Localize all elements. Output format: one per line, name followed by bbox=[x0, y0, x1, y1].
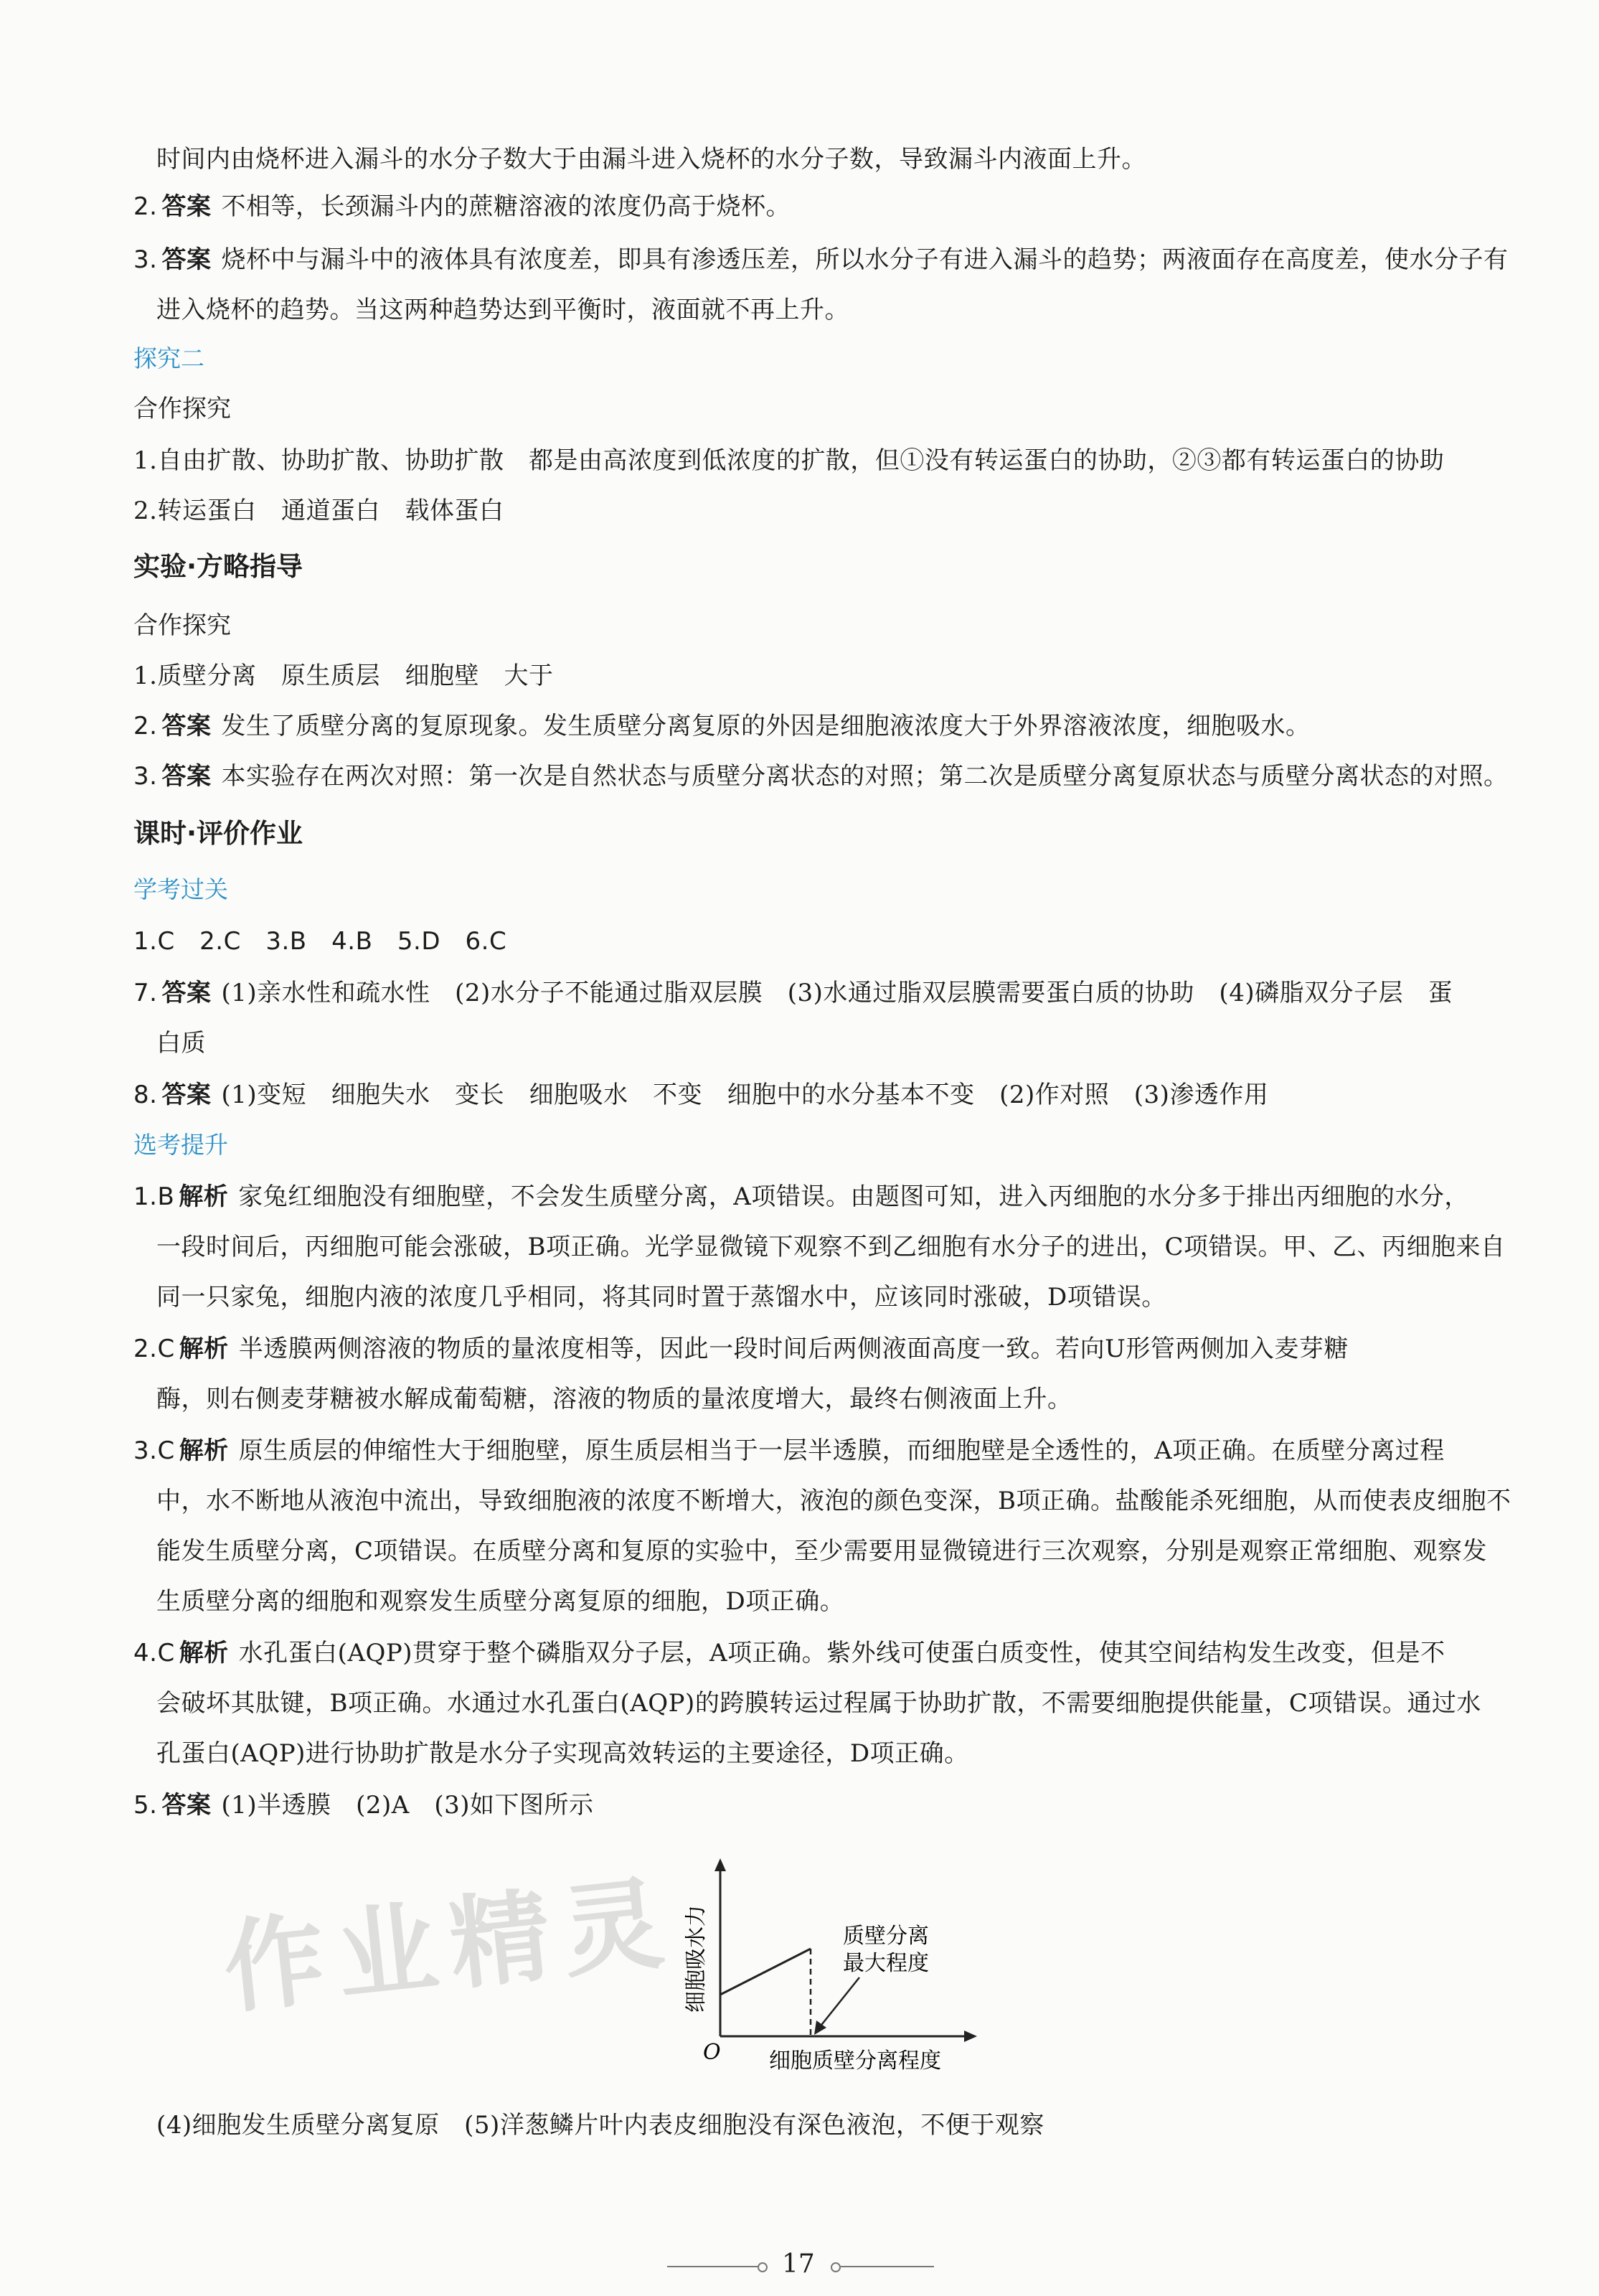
text-line: 孔蛋白(AQP)进行协助扩散是水分子实现高效转运的主要途径，D项正确。 bbox=[156, 1739, 969, 1768]
text-line: 进入烧杯的趋势。当这两种趋势达到平衡时，液面就不再上升。 bbox=[156, 296, 849, 324]
section-keshi: 课时·评价作业 bbox=[133, 818, 303, 849]
text-line: 2.转运蛋白 通道蛋白 载体蛋白 bbox=[133, 497, 504, 525]
section-tanjiu2: 探究二 bbox=[133, 344, 204, 372]
answer-label: 答案 bbox=[161, 979, 212, 1007]
item-number: 3. bbox=[133, 762, 158, 791]
section-shiyan: 实验·方略指导 bbox=[133, 551, 303, 582]
item-number: 5. bbox=[133, 1791, 158, 1820]
answer-text: (1)半透膜 (2)A (3)如下图所示 bbox=[221, 1791, 594, 1820]
analysis-label: 解析 bbox=[179, 1182, 229, 1211]
x-axis bbox=[720, 2031, 977, 2042]
answer-text: (1)亲水性和疏水性 (2)水分子不能通过脂双层膜 (3)水通过脂双层膜需要蛋白质的协助 (4)磷脂双分子层 蛋 bbox=[221, 979, 1453, 1007]
text-line: 时间内由烧杯进入漏斗的水分子数大于由漏斗进入烧杯的水分子数，导致漏斗内液面上升。 bbox=[156, 145, 1146, 174]
answer-text: 烧杯中与漏斗中的液体具有浓度差，即具有渗透压差，所以水分子有进入漏斗的趋势；两液面存在高度差，使水分子有 bbox=[221, 245, 1509, 274]
answer-text: 本实验存在两次对照：第一次是自然状态与质壁分离状态的对照；第二次是质壁分离复原状态与质壁分离状态的对照。 bbox=[221, 762, 1509, 791]
text-line: 酶，则右侧麦芽糖被水解成葡萄糖，溶液的物质的量浓度增大，最终右侧液面上升。 bbox=[156, 1385, 1072, 1413]
section-xuekao: 学考过关 bbox=[133, 875, 228, 903]
annotation-line1: 质壁分离 bbox=[843, 1924, 929, 1949]
analysis-4 bbox=[133, 1637, 1445, 1669]
choice-answers: 1.C 2.C 3.B 4.B 5.D 6.C bbox=[133, 927, 507, 956]
analysis-label: 解析 bbox=[179, 1335, 229, 1363]
answer-text: 不相等，长颈漏斗内的蔗糖溶液的浓度仍高于烧杯。 bbox=[221, 192, 791, 221]
item-number: 3.C bbox=[133, 1436, 175, 1465]
text-line: 会破坏其肽键，B项正确。水通过水孔蛋白(AQP)的跨膜转运过程属于协助扩散，不需要细胞提供能量，C项错误。通过水 bbox=[156, 1689, 1481, 1718]
curve-line bbox=[720, 1949, 811, 1995]
text-line: (4)细胞发生质壁分离复原 (5)洋葱鳞片叶内表皮细胞没有深色液泡，不便于观察 bbox=[156, 2111, 1044, 2140]
analysis-label: 解析 bbox=[179, 1436, 229, 1465]
answer-label: 答案 bbox=[161, 712, 212, 740]
item-number: 1.B bbox=[133, 1182, 175, 1211]
item-number: 2.C bbox=[133, 1335, 175, 1363]
text-line: 1.质壁分离 原生质层 细胞壁 大于 bbox=[133, 662, 554, 690]
answer-2 bbox=[133, 191, 791, 222]
text-line: 生质壁分离的细胞和观察发生质壁分离复原的细胞，D项正确。 bbox=[156, 1587, 845, 1616]
analysis-text: 半透膜两侧溶液的物质的量浓度相等，因此一段时间后两侧液面高度一致。若向U形管两侧加入麦芽糖 bbox=[238, 1335, 1349, 1363]
annotation-line2: 最大程度 bbox=[843, 1951, 929, 1976]
page-rule-right bbox=[841, 2266, 934, 2267]
answer-label: 答案 bbox=[161, 1791, 212, 1820]
analysis-label: 解析 bbox=[179, 1639, 229, 1667]
item-number: 3. bbox=[133, 245, 158, 274]
answer-text: (1)变短 细胞失水 变长 细胞吸水 不变 细胞中的水分基本不变 (2)作对照 (3)渗透作用 bbox=[221, 1081, 1269, 1109]
text-line: 一段时间后，丙细胞可能会涨破，B项正确。光学显微镜下观察不到乙细胞有水分子的进出，C项错误。甲、乙、丙细胞来自 bbox=[156, 1233, 1506, 1261]
answer-5 bbox=[133, 1789, 594, 1821]
analysis-3 bbox=[133, 1435, 1445, 1467]
item-number: 8. bbox=[133, 1081, 158, 1109]
answer-label: 答案 bbox=[161, 192, 212, 221]
answer-label: 答案 bbox=[161, 1081, 212, 1109]
text-line: 中，水不断地从液泡中流出，导致细胞液的浓度不断增大，液泡的颜色变深，B项正确。盐酸能杀死细胞，从而使表皮细胞不 bbox=[156, 1487, 1511, 1515]
answer-label: 答案 bbox=[161, 762, 212, 791]
item-number: 4.C bbox=[133, 1639, 175, 1667]
analysis-text: 家兔红细胞没有细胞壁，不会发生质壁分离，A项错误。由题图可知，进入丙细胞的水分多于排出丙细胞的水分， bbox=[238, 1182, 1469, 1211]
y-axis-label: 细胞吸水力 bbox=[684, 1905, 709, 2013]
analysis-2 bbox=[133, 1333, 1349, 1365]
text-line: 同一只家兔，细胞内液的浓度几乎相同，将其同时置于蒸馏水中，应该同时涨破，D项错误。 bbox=[156, 1283, 1166, 1312]
text-line: 白质 bbox=[156, 1029, 206, 1058]
item-number: 2. bbox=[133, 192, 158, 221]
analysis-text: 水孔蛋白(AQP)贯穿于整个磷脂双分子层，A项正确。紫外线可使蛋白质变性，使其空间结构发生改变，但是不 bbox=[238, 1639, 1445, 1667]
page-rule-left bbox=[667, 2266, 760, 2267]
section-xuankao: 选考提升 bbox=[133, 1131, 228, 1159]
text-line: 能发生质壁分离，C项错误。在质壁分离和复原的实验中，至少需要用显微镜进行三次观察，分别是观察正常细胞、观察发 bbox=[156, 1537, 1488, 1566]
subsection-hezuo: 合作探究 bbox=[133, 395, 231, 423]
item-number: 7. bbox=[133, 979, 158, 1007]
item-number: 2. bbox=[133, 712, 158, 740]
origin-label: O bbox=[703, 2040, 721, 2065]
page-rule-dot bbox=[831, 2262, 841, 2272]
annotation-arrow bbox=[814, 1977, 859, 2035]
subsection-hezuo: 合作探究 bbox=[133, 611, 231, 640]
answer-7 bbox=[133, 977, 1453, 1009]
y-axis bbox=[714, 1858, 726, 2036]
answer-3 bbox=[133, 244, 1508, 276]
answer-8 bbox=[133, 1079, 1268, 1111]
answer-label: 答案 bbox=[161, 245, 212, 274]
page-rule-dot bbox=[758, 2262, 768, 2272]
x-axis-label: 细胞质壁分离程度 bbox=[769, 2048, 941, 2074]
answer-2 bbox=[133, 710, 1310, 742]
page-number: 17 bbox=[782, 2249, 815, 2279]
answer-text: 发生了质壁分离的复原现象。发生质壁分离复原的外因是细胞液浓度大于外界溶液浓度，细胞吸水。 bbox=[221, 712, 1311, 740]
text-line: 1.自由扩散、协助扩散、协助扩散 都是由高浓度到低浓度的扩散，但①没有转运蛋白的协助，②③都有转运蛋白的协助 bbox=[133, 446, 1445, 475]
analysis-1 bbox=[133, 1181, 1469, 1213]
analysis-text: 原生质层的伸缩性大于细胞壁，原生质层相当于一层半透膜，而细胞壁是全透性的，A项正确。在质壁分离过程 bbox=[238, 1436, 1445, 1465]
watermark-logo: 作业精灵 bbox=[218, 1864, 682, 2028]
answer-3 bbox=[133, 761, 1508, 792]
figure-graph bbox=[667, 1851, 997, 2081]
